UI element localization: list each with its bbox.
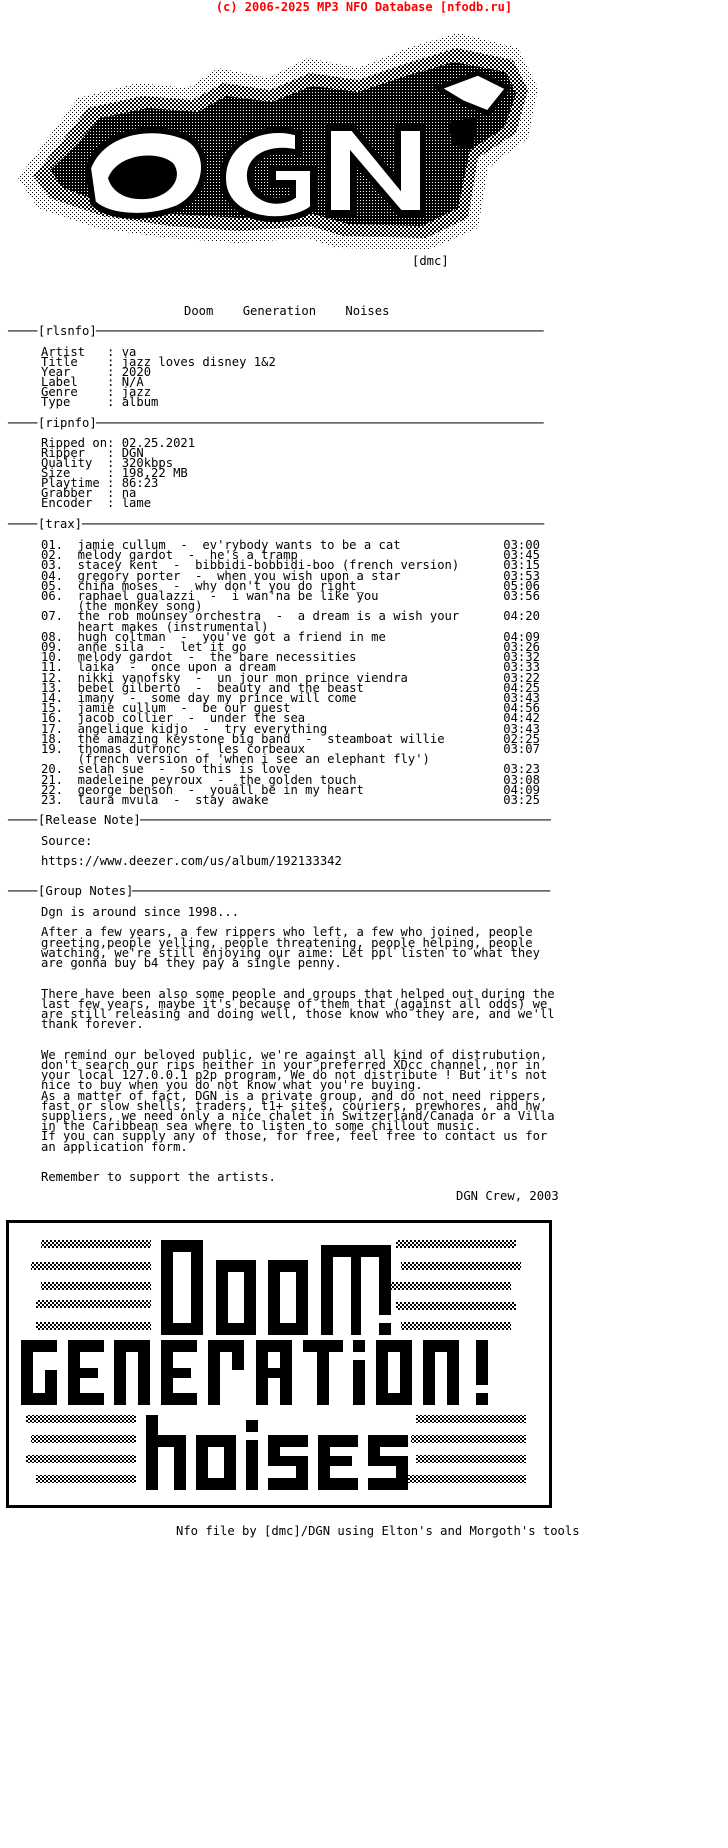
group-note-line: If you can supply any of those, for free, feel free to contact us for xyxy=(41,1129,548,1144)
ripnfo-line: Grabber : na xyxy=(41,486,137,500)
section-rule-group-notes: ───────────────────────────────────────────────────────── xyxy=(132,884,551,898)
section-divider-ripnfo: ──── xyxy=(8,416,38,430)
track-line: (the monkey song) xyxy=(41,599,203,614)
section-divider-release-note: ──── xyxy=(8,813,38,827)
section-divider-rlsnfo: ──── xyxy=(8,324,38,338)
group-note-line: your local 127.0.0.1 p2p program, We do not distribute ! But it's not xyxy=(41,1068,548,1083)
group-note-line: fast or slow shells, traders, t1+ sites, couriers, prewhores, and hw xyxy=(41,1098,540,1113)
group-note-line: watching, we're still enjoying our aime: Let ppl listen to what they xyxy=(41,945,540,960)
group-note-line: an application form. xyxy=(41,1139,188,1154)
track-line: heart makes (instrumental) xyxy=(41,619,269,634)
track-line: 16. jacob collier - under the sea 04:42 xyxy=(41,711,540,726)
group-note-line: There have been also some people and groups that helped out during the xyxy=(41,986,555,1001)
track-line: 14. imany - some day my prince will come 03:43 xyxy=(41,691,540,705)
group-note-line: nice to buy when you do not know what you're buying. xyxy=(41,1078,423,1093)
section-label-ripnfo: [ripnfo] xyxy=(38,416,97,430)
logo-credit: [dmc] xyxy=(412,254,449,268)
track-line: 17. angelique kidjo - try everything 03:43 xyxy=(41,721,540,736)
group-note-line: are gonna buy b4 they pay a single penny. xyxy=(41,956,342,970)
rlsnfo-line: Genre : jazz xyxy=(41,385,152,399)
rlsnfo-line: Label : N/A xyxy=(41,375,144,389)
track-line: 18. the amazing keystone big band - steamboat willie 02:25 xyxy=(41,731,540,746)
section-label-trax: [trax] xyxy=(38,517,83,531)
group-note-line: don't search our rips neither in your preferred XDcc channel, nor in xyxy=(41,1058,540,1072)
group-note-line: We remind our beloved public, we're against all kind of distrubution, xyxy=(41,1047,548,1062)
track-line: 21. madeleine peyroux - the golden touch 03:08 xyxy=(41,772,540,787)
group-note-line: thank forever. xyxy=(41,1017,144,1032)
section-label-release-note: [Release Note] xyxy=(38,813,141,827)
track-line: 09. anne sila - let it go 03:26 xyxy=(41,640,540,654)
track-line: 22. george benson - youâll be in my heart 04:09 xyxy=(41,782,540,797)
group-note-line: in the Caribbean sea where to listen to some chillout music. xyxy=(41,1119,482,1134)
ripnfo-line: Quality : 320kbps xyxy=(41,456,174,470)
ripnfo-line: Ripped on: 02.25.2021 xyxy=(41,436,196,450)
track-line: (french version of 'when i see an elephant fly') xyxy=(41,752,430,767)
group-note-line: After a few years, a few rippers who left, a few who joined, people xyxy=(41,925,533,940)
group-note-line: Remember to support the artists. xyxy=(41,1170,276,1185)
group-note-line: greeting,people yelling, people threatening, people helping, people xyxy=(41,935,533,950)
section-rule-rlsnfo: ───────────────────────────────────────────────────────────── xyxy=(96,324,544,338)
track-line: 03. stacey kent - bibbidi-bobbidi-boo (french version) 03:15 xyxy=(41,558,540,573)
group-note-line: suppliers, we need only a nice chalet in Switzerland/Canada or a Villa xyxy=(41,1109,555,1123)
track-line: 20. selah sue - so this is love 03:23 xyxy=(41,762,540,777)
ripnfo-line: Playtime : 86:23 xyxy=(41,476,159,490)
section-rule-ripnfo: ───────────────────────────────────────────────────────────── xyxy=(96,416,544,430)
track-line: 06. raphael gualazzi - i wan'na be like you 03:56 xyxy=(41,589,540,603)
rlsnfo-line: Year : 2020 xyxy=(41,365,152,379)
section-divider-group-notes: ──── xyxy=(8,884,38,898)
group-note-line: As a matter of fact, DGN is a private group, and do not need rippers, xyxy=(41,1088,548,1103)
section-rule-trax: ─────────────────────────────────────────────────────────────── xyxy=(82,517,545,531)
track-line: 11. laika - once upon a dream 03:33 xyxy=(41,660,540,675)
ripnfo-line: Encoder : lame xyxy=(41,496,152,510)
rlsnfo-line: Title : jazz loves disney 1&2 xyxy=(41,355,276,369)
track-line: 01. jamie cullum - ev'rybody wants to be a cat 03:00 xyxy=(41,538,540,552)
track-line: 12. nikki yanofsky - un jour mon prince viendra 03:22 xyxy=(41,670,540,685)
copyright-header: (c) 2006-2025 MP3 NFO Database [nfodb.ru] xyxy=(215,0,513,14)
track-line: 05. china moses - why don't you do right_ 05:06 xyxy=(41,578,540,593)
rlsnfo-line: Artist : va xyxy=(41,345,137,359)
track-line: 15. jamie cullum - be our guest 04:56 xyxy=(41,701,540,716)
ripnfo-line: Ripper : DGN xyxy=(41,446,144,460)
section-label-group-notes: [Group Notes] xyxy=(38,884,134,898)
rlsnfo-line: Type : album xyxy=(41,395,159,409)
doom-generation-noises-art xyxy=(6,1220,552,1508)
track-line: 19. thomas dutronc - les corbeaux 03:07 xyxy=(41,742,540,756)
track-line: 04. gregory porter - when you wish upon a star 03:53 xyxy=(41,568,540,583)
track-line: 13. bebel gilberto - beauty and the beast 04:25 xyxy=(41,680,540,695)
section-divider-trax: ──── xyxy=(8,517,38,531)
track-line: 02. melody gardot - he's a tramp 03:45 xyxy=(41,548,540,563)
track-line: 10. melody gardot - the bare necessities 03:32 xyxy=(41,650,540,665)
group-note-line: are still releasing and doing well, those know who they are, and we'll xyxy=(41,1007,555,1021)
section-rule-release-note: ──────────────────────────────────────────────────────── xyxy=(140,813,551,827)
group-note-line: last few years, maybe it's because of them that (against all odds) we xyxy=(41,996,548,1011)
track-line: 23. laura mvula - stay awake 03:25 xyxy=(41,793,540,807)
group-name: Doom Generation Noises xyxy=(184,304,390,318)
source-label: Source: xyxy=(41,834,93,848)
ripnfo-line: Size : 198,22 MB xyxy=(41,466,188,480)
signature: DGN Crew, 2003 xyxy=(456,1189,559,1203)
track-line: 07. the rob mounsey orchestra - a dream is a wish your 04:20 xyxy=(41,609,540,624)
source-url[interactable]: https://www.deezer.com/us/album/192133342 xyxy=(41,854,342,868)
group-note-line: Dgn is around since 1998... xyxy=(41,905,240,919)
track-line: 08. hugh coltman - you've got a friend in me 04:09 xyxy=(41,629,540,644)
footer-credit: Nfo file by [dmc]/DGN using Elton's and Morgoth's tools xyxy=(176,1524,580,1538)
section-label-rlsnfo: [rlsnfo] xyxy=(38,324,97,338)
